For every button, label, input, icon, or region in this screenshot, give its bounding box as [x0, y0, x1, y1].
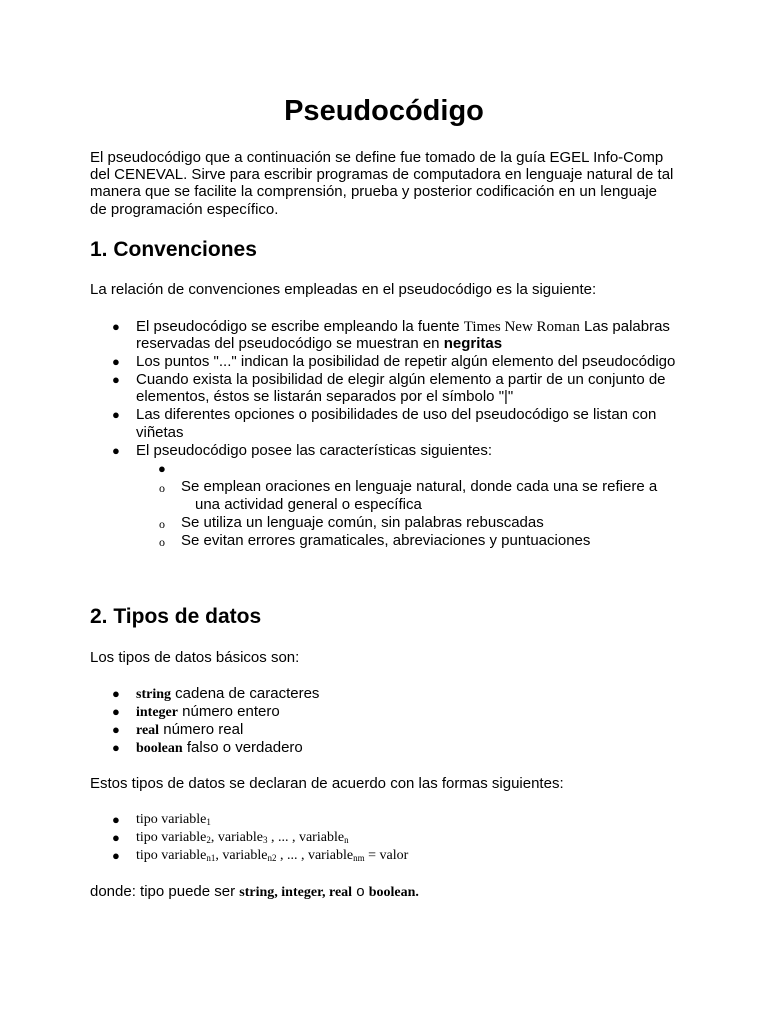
decl-text: ,: [210, 830, 218, 845]
bullet-icon: ●: [112, 740, 120, 755]
intro-line: del CENEVAL. Sirve para escribir programas de computadora en lenguaje natural de tal: [90, 166, 674, 183]
subscript: nm: [353, 853, 365, 863]
sub-list-item-continuation: una actividad general o específica: [195, 496, 422, 513]
declare-lead: Estos tipos de datos se declaran de acuerdo con las formas siguientes:: [90, 775, 564, 792]
decl-text: , ... ,: [267, 830, 299, 845]
declaration-form: [136, 847, 408, 865]
subscript: n2: [267, 853, 277, 863]
declaration-form: [136, 829, 349, 847]
subscript: 3: [262, 835, 268, 845]
bullet-icon: ●: [112, 319, 120, 334]
page-title: Pseudocódigo: [284, 95, 484, 127]
type-item: [136, 685, 319, 704]
bullet-icon: ●: [112, 407, 120, 422]
list-item-continuation: viñetas: [136, 424, 184, 441]
font-name: Times New Roman: [463, 319, 580, 335]
sub-bullet-icon: o: [159, 517, 165, 531]
list-item-text: Las palabras: [579, 318, 670, 335]
bullet-icon: ●: [112, 443, 120, 458]
decl-text: = valor: [364, 848, 409, 863]
list-item: Las diferentes opciones o posibilidades de uso del pseudocódigo se listan con: [136, 406, 657, 423]
list-item-continuation: elementos, éstos se listarán separados por el símbolo "|": [136, 388, 514, 405]
decl-text: , ... ,: [276, 848, 308, 863]
bullet-icon: ●: [112, 704, 120, 719]
type-keyword: integer: [136, 705, 178, 720]
bold-word: negritas: [443, 335, 503, 352]
intro-line: de programación específico.: [90, 201, 279, 218]
subscript: n: [344, 835, 349, 845]
bullet-icon: ●: [112, 354, 120, 369]
type-keyword: real: [136, 723, 160, 738]
tipos-lead: Los tipos de datos básicos son:: [90, 649, 300, 666]
donde-line: [90, 883, 419, 902]
intro-line: El pseudocódigo que a continuación se define fue tomado de la guía EGEL Info-Comp: [90, 149, 664, 166]
decl-text: tipo variable: [136, 848, 207, 863]
type-description: número entero: [177, 703, 280, 720]
list-item-text: El pseudocódigo se escribe empleando la fuente: [136, 318, 464, 335]
decl-text: variable: [298, 830, 345, 845]
subscript: n1: [206, 853, 216, 863]
intro-line: manera que se facilite la comprensión, prueba y posterior codificación en un lenguaje: [90, 183, 658, 200]
bullet-icon: ●: [112, 812, 120, 827]
sub-list-item: Se utiliza un lenguaje común, sin palabras rebuscadas: [181, 514, 544, 531]
list-item: El pseudocódigo posee las características siguientes:: [136, 442, 493, 459]
type-keyword: string: [136, 687, 171, 702]
decl-text: variable: [217, 830, 263, 845]
type-keyword: boolean: [136, 741, 183, 756]
sub-bullet-icon: o: [159, 535, 165, 549]
list-item: Los puntos "..." indican la posibilidad de repetir algún elemento del pseudocódigo: [136, 353, 676, 370]
type-description: falso o verdadero: [182, 739, 303, 756]
sub-list-item: Se emplean oraciones en lenguaje natural, donde cada una se refiere a: [181, 478, 658, 495]
list-item-text: reservadas del pseudocódigo se muestran en: [136, 335, 444, 352]
section-heading-tipos-de-datos: 2. Tipos de datos: [90, 605, 262, 628]
type-keywords: string, integer, real: [239, 885, 353, 900]
bullet-icon: ●: [112, 686, 120, 701]
bullet-icon: ●: [112, 722, 120, 737]
decl-text: variable: [222, 848, 268, 863]
subscript: 1: [206, 817, 211, 827]
bullet-icon: ●: [112, 830, 120, 845]
bullet-icon: ●: [158, 461, 166, 476]
decl-text: tipo variable: [136, 830, 207, 845]
list-item: [136, 318, 670, 336]
section-heading-convenciones: 1. Convenciones: [90, 238, 257, 261]
donde-text: o: [352, 883, 369, 900]
subscript: 2: [206, 835, 211, 845]
decl-text: tipo variable: [136, 812, 207, 827]
type-item: [136, 739, 303, 758]
type-keyword: boolean.: [368, 885, 419, 900]
sub-list-item: Se evitan errores gramaticales, abreviaciones y puntuaciones: [181, 532, 591, 549]
sub-bullet-icon: o: [159, 481, 165, 495]
type-item: [136, 721, 243, 740]
type-item: [136, 703, 280, 722]
decl-text: variable: [307, 848, 354, 863]
list-item-continuation: [136, 335, 502, 353]
bullet-icon: ●: [112, 372, 120, 387]
convenciones-lead: La relación de convenciones empleadas en el pseudocódigo es la siguiente:: [90, 281, 597, 298]
list-item: Cuando exista la posibilidad de elegir algún elemento a partir de un conjunto de: [136, 371, 666, 388]
declaration-form: [136, 811, 211, 829]
bullet-icon: ●: [112, 848, 120, 863]
donde-text: donde: tipo puede ser: [90, 883, 240, 900]
type-description: cadena de caracteres: [171, 685, 320, 702]
decl-text: ,: [215, 848, 223, 863]
type-description: número real: [159, 721, 244, 738]
